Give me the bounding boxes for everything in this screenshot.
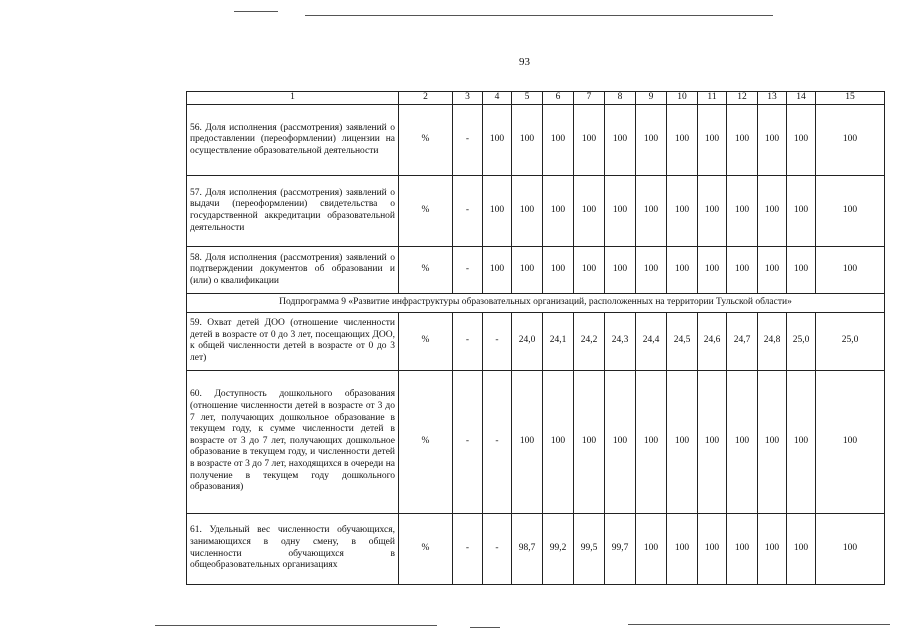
value-cell: % — [399, 176, 453, 247]
table-row — [187, 513, 885, 584]
value-cell: 24,6 — [698, 312, 727, 370]
value-cell: 100 — [512, 370, 543, 513]
value-cell: 100 — [605, 370, 636, 513]
indicator-name: 59. Охват детей ДОО (отношение численности детей в возрасте от 0 до 3 лет, посещающих ДОО, к общей численности детей в возрасте от 0 до 3 лет) — [187, 312, 399, 370]
value-cell: 100 — [727, 247, 758, 294]
value-cell: 100 — [758, 247, 787, 294]
table-row — [187, 176, 885, 247]
value-cell: 100 — [667, 247, 698, 294]
value-cell: 100 — [543, 176, 574, 247]
value-cell: 100 — [698, 513, 727, 584]
value-cell: 100 — [787, 247, 816, 294]
header-cell: 12 — [727, 92, 758, 105]
value-cell: 100 — [574, 176, 605, 247]
value-cell: 100 — [574, 247, 605, 294]
value-cell: 100 — [636, 105, 667, 176]
header-cell: 10 — [667, 92, 698, 105]
indicator-name: 60. Доступность дошкольного образования (отношение численности детей в возрасте от 3 до 7 лет, получающих дошкольное образование в текущем году, к сумме численности детей в возрасте от 3 до 7 лет, получающих дошкольное образование в текущем году, и численности детей в возрасте от 3 до 7 лет, находящихся в очереди на получение в текущем году дошкольного образования) — [187, 370, 399, 513]
value-cell: - — [453, 176, 483, 247]
value-cell: 100 — [698, 247, 727, 294]
value-cell: 100 — [574, 105, 605, 176]
table-row — [187, 370, 885, 513]
indicator-name: 57. Доля исполнения (рассмотрения) заявлений о выдачи (переоформлении) свидетельства о государственной аккредитации образовательной деятельности — [187, 176, 399, 247]
header-cell: 6 — [543, 92, 574, 105]
scan-line-bottom-mid — [470, 627, 500, 628]
value-cell: 100 — [483, 176, 512, 247]
value-cell: 100 — [698, 105, 727, 176]
table-row — [187, 105, 885, 176]
value-cell: 100 — [605, 105, 636, 176]
table-row — [187, 312, 885, 370]
value-cell: 100 — [636, 370, 667, 513]
value-cell: 100 — [667, 513, 698, 584]
value-cell: - — [453, 105, 483, 176]
value-cell: 100 — [727, 513, 758, 584]
value-cell: 100 — [605, 247, 636, 294]
value-cell: 100 — [636, 513, 667, 584]
value-cell: 25,0 — [787, 312, 816, 370]
header-cell: 15 — [816, 92, 885, 105]
value-cell: 24,1 — [543, 312, 574, 370]
value-cell: 24,0 — [512, 312, 543, 370]
value-cell: 100 — [543, 370, 574, 513]
value-cell: 24,5 — [667, 312, 698, 370]
value-cell: - — [453, 312, 483, 370]
value-cell: 99,7 — [605, 513, 636, 584]
header-cell: 2 — [399, 92, 453, 105]
indicator-name: 56. Доля исполнения (рассмотрения) заявлений о предоставлении (переоформлении) лицензии на осуществление образовательной деятельности — [187, 105, 399, 176]
header-cell: 14 — [787, 92, 816, 105]
value-cell: 100 — [636, 247, 667, 294]
value-cell: 24,3 — [605, 312, 636, 370]
indicator-name: 58. Доля исполнения (рассмотрения) заявлений о подтверждении документов об образовании и (или) о квалификации — [187, 247, 399, 294]
value-cell: - — [483, 370, 512, 513]
value-cell: 100 — [667, 105, 698, 176]
header-cell: 5 — [512, 92, 543, 105]
value-cell: 100 — [727, 176, 758, 247]
value-cell: 100 — [605, 176, 636, 247]
header-cell: 11 — [698, 92, 727, 105]
value-cell: 100 — [512, 176, 543, 247]
value-cell: 100 — [758, 176, 787, 247]
value-cell: 100 — [483, 105, 512, 176]
header-cell: 4 — [483, 92, 512, 105]
value-cell: 100 — [787, 105, 816, 176]
value-cell: 100 — [787, 176, 816, 247]
value-cell: - — [483, 312, 512, 370]
header-cell: 1 — [187, 92, 399, 105]
value-cell: 100 — [483, 247, 512, 294]
value-cell: 100 — [816, 370, 885, 513]
value-cell: % — [399, 370, 453, 513]
value-cell: % — [399, 247, 453, 294]
value-cell: % — [399, 513, 453, 584]
value-cell: - — [453, 247, 483, 294]
header-cell: 8 — [605, 92, 636, 105]
value-cell: 24,4 — [636, 312, 667, 370]
value-cell: 100 — [636, 176, 667, 247]
value-cell: 100 — [512, 247, 543, 294]
value-cell: 100 — [758, 370, 787, 513]
value-cell: 99,2 — [543, 513, 574, 584]
value-cell: 100 — [816, 176, 885, 247]
subprogram-title: Подпрограмма 9 «Развитие инфраструктуры образовательных организаций, расположенных на территории Тульской области» — [187, 294, 885, 313]
header-cell: 9 — [636, 92, 667, 105]
value-cell: - — [483, 513, 512, 584]
value-cell: 100 — [816, 513, 885, 584]
value-cell: % — [399, 312, 453, 370]
value-cell: 98,7 — [512, 513, 543, 584]
value-cell: 100 — [758, 513, 787, 584]
scan-line-top — [305, 15, 773, 16]
header-cell: 3 — [453, 92, 483, 105]
value-cell: - — [453, 513, 483, 584]
value-cell: 100 — [787, 370, 816, 513]
value-cell: 100 — [698, 370, 727, 513]
value-cell: % — [399, 105, 453, 176]
value-cell: 25,0 — [816, 312, 885, 370]
value-cell: 100 — [543, 105, 574, 176]
indicator-name: 61. Удельный вес численности обучающихся, занимающихся в одну смену, в общей численности обучающихся в общеобразовательных организациях — [187, 513, 399, 584]
header-row — [187, 92, 885, 105]
value-cell: 100 — [512, 105, 543, 176]
value-cell: 100 — [667, 176, 698, 247]
subprogram-row — [187, 294, 885, 313]
value-cell: 100 — [574, 370, 605, 513]
value-cell: 100 — [698, 176, 727, 247]
value-cell: 24,7 — [727, 312, 758, 370]
value-cell: 100 — [816, 247, 885, 294]
value-cell: 100 — [758, 105, 787, 176]
value-cell: 24,2 — [574, 312, 605, 370]
table-body — [187, 92, 885, 585]
value-cell: 24,8 — [758, 312, 787, 370]
value-cell: 100 — [816, 105, 885, 176]
indicators-table — [186, 91, 885, 585]
scan-line-top-left — [234, 11, 278, 12]
scan-line-bottom-right — [628, 624, 890, 625]
value-cell: 99,5 — [574, 513, 605, 584]
page-number: 93 — [519, 56, 530, 68]
value-cell: 100 — [727, 370, 758, 513]
header-cell: 13 — [758, 92, 787, 105]
value-cell: 100 — [787, 513, 816, 584]
table-row — [187, 247, 885, 294]
value-cell: 100 — [543, 247, 574, 294]
value-cell: - — [453, 370, 483, 513]
value-cell: 100 — [667, 370, 698, 513]
scan-line-bottom-left — [155, 625, 437, 626]
value-cell: 100 — [727, 105, 758, 176]
header-cell: 7 — [574, 92, 605, 105]
